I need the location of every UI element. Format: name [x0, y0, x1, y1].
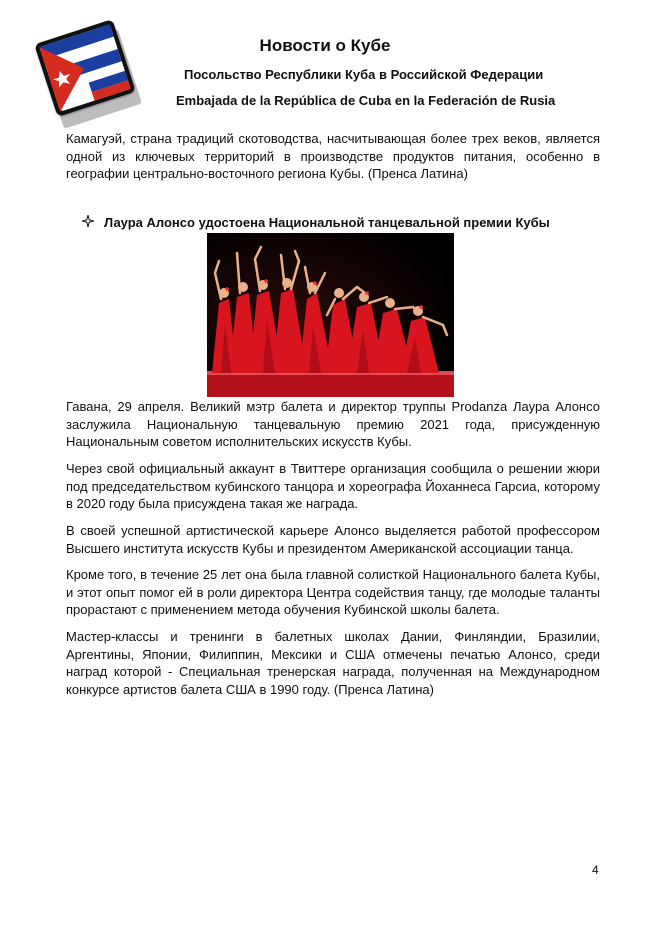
page-number: 4: [592, 863, 599, 877]
article-paragraph: Через свой официальный аккаунт в Твиттере организация сообщила о решении жюри под председательством кубинского танцора и хореографа Йоханнеса Гарсиа, которому в 2020 году была присуждена такая же награда.: [66, 461, 600, 511]
article-paragraph: Мастер-классы и тренинги в балетных школах Дании, Финляндии, Бразилии, Аргентины, Японии, Филиппин, Мексики и США отмечены печатью Алонсо, среди наград которой - Специальная тренерская награда, полученная на Международном конкурсе артистов балета США в 1990 году. (Пренса Латина): [66, 629, 600, 697]
four-point-star-icon: [82, 215, 96, 230]
header-subtitle-es: Embajada de la República de Cuba en la Federación de Rusia: [176, 93, 556, 108]
article-heading-text: Лаура Алонсо удостоена Национальной танцевальной премии Кубы: [104, 215, 550, 230]
article-heading: [82, 215, 550, 230]
article-paragraph: Кроме того, в течение 25 лет она была главной солисткой Национального балета Кубы, и этот опыт помог ей в роли директора Центра содействия танцу, где молодые таланты прорастают с применением метода обучения Кубинской школы балета.: [66, 567, 600, 617]
article-paragraph: В своей успешной артистической карьере Алонсо выделяется работой профессором Высшего института искусств Кубы и президентом Американской ассоциации танца.: [66, 523, 600, 556]
dancers-photo: [207, 233, 454, 397]
article-continuation: Камагуэй, страна традиций скотоводства, насчитывающая более трех веков, является одной из ключевых территорий в производстве продуктов питания, особенно в географии центрально-восточного региона Кубы. (Пренса Латина): [66, 131, 600, 181]
page-title: Новости о Кубе: [259, 36, 391, 55]
header-subtitle-ru: Посольство Республики Куба в Российской Федерации: [184, 67, 544, 82]
article-paragraph: Гавана, 29 апреля. Великий мэтр балета и директор труппы Prodanza Лаура Алонсо заслужила Национальную танцевальную премию 2021 года, присужденную Национальным советом исполнительских искусств Кубы.: [66, 399, 600, 449]
